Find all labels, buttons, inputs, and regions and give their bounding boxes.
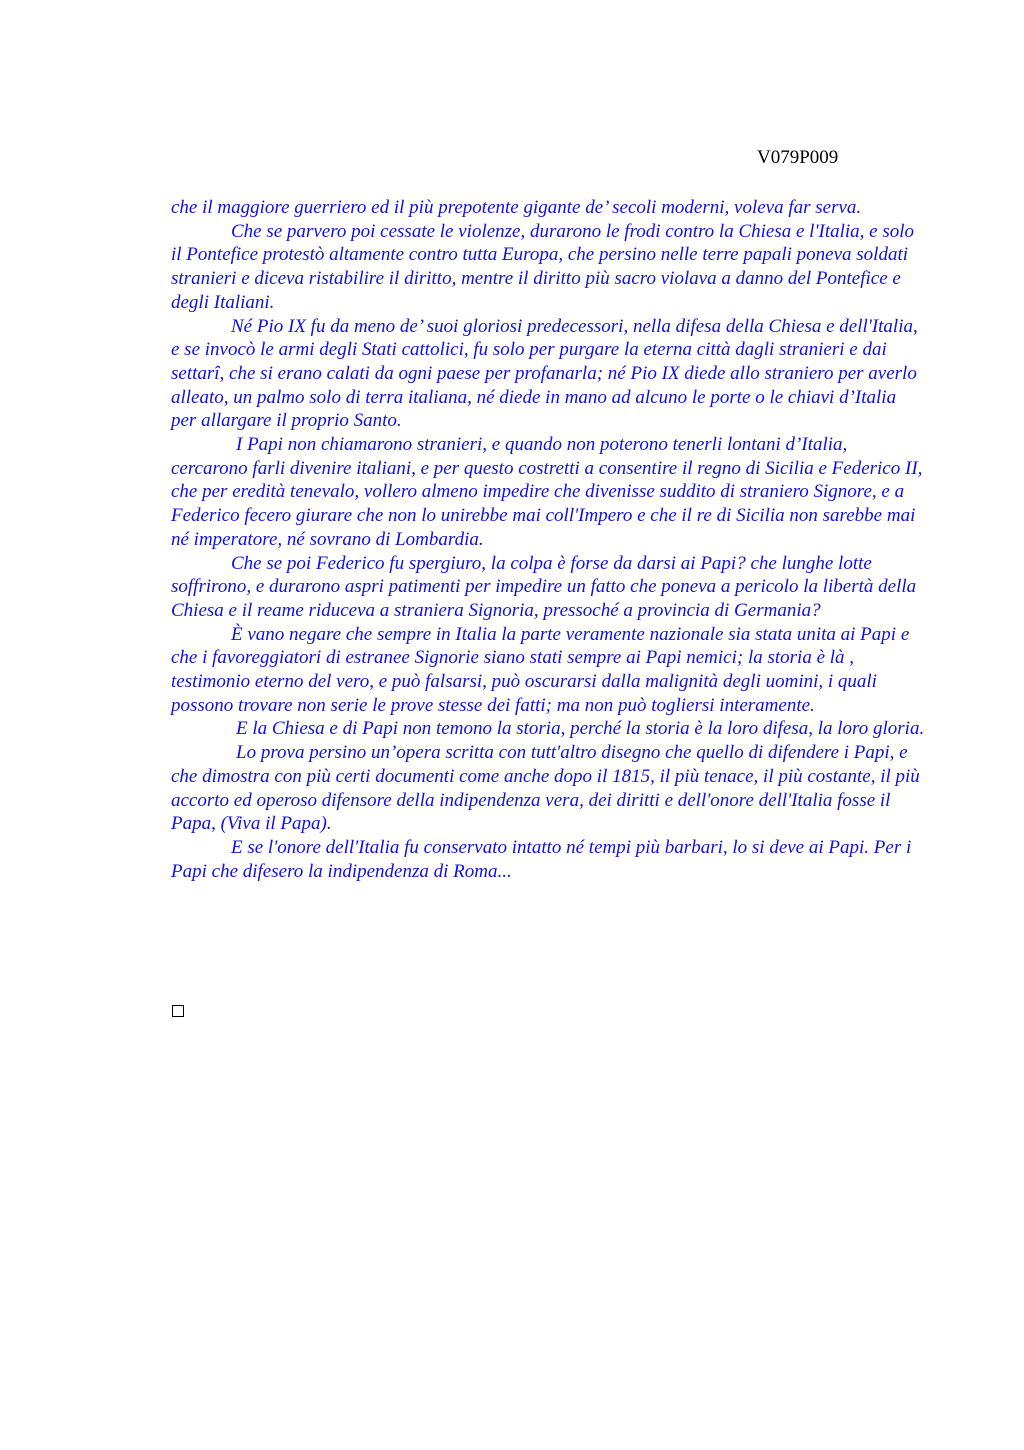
paragraph-4: I Papi non chiamarono stranieri, e quando non poterono tenerli lontani d’Italia, cercarono farli divenire italiani, e per questo costretti a consentire il regno di Sicilia e Federico II, che per eredità tenevalo, vollero almeno impedire che divenisse suddito di straniero Signore, e a Federico fecero giurare che non lo unirebbe mai coll'Impero e che il re di Sicilia non sarebbe mai né imperatore, né sovrano di Lombardia. [171, 434, 923, 550]
paragraph-8: Lo prova persino un’opera scritta con tutt'altro disegno che quello di difendere i Papi, e che dimostra con più certi documenti come anche dopo il 1815, il più tenace, il più costante, il più accorto ed operoso difensore della indipendenza vera, dei diritti e dell'onore dell'Italia fosse il Papa, (Viva il Papa). [171, 742, 920, 835]
page-identifier: V079P009 [757, 147, 839, 168]
paragraph-9: E se l'onore dell'Italia fu conservato intatto né tempi più barbari, lo si deve ai Papi. Per i Papi che difesero la indipendenza di Roma... [171, 836, 912, 882]
paragraph-1: che il maggiore guerriero ed il più prepotente gigante de’ secoli moderni, voleva far serva. [171, 197, 862, 218]
document-body [171, 196, 926, 883]
paragraph-3: Né Pio IX fu da meno de’ suoi gloriosi predecessori, nella difesa della Chiesa e dell'Italia, e se invocò le armi degli Stati cattolici, fu solo per purgare la eterna città dagli stranieri e dai settarî, che si erano calati da ogni paese per profanarla; né Pio IX diede allo straniero per averlo alleato, un palmo solo di terra italiana, né diede in mano ad alcuno le porte o le chiavi d’Italia per allargare il proprio Santo. [171, 315, 918, 432]
paragraph-7: E la Chiesa e di Papi non temono la storia, perché la storia è la loro difesa, la loro gloria. [236, 718, 925, 740]
paragraph-5: Che se poi Federico fu spergiuro, la colpa è forse da darsi ai Papi? che lunghe lotte soffrirono, e durarono aspri patimenti per impedire un fatto che poneva a pericolo la libertà della Chiesa e il reame riduceva a straniera Signoria, pressoché a provincia di Germania? [171, 552, 917, 621]
paragraph-2: Che se parvero poi cessate le violenze, durarono le frodi contro la Chiesa e l'Italia, e solo il Pontefice protestò altamente contro tutta Europa, che persino nelle terre papali poneva soldati stranieri e diceva ristabilire il diritto, mentre il diritto più sacro violava a danno del Pontefice e degli Italiani. [171, 220, 915, 313]
end-marker-box-icon [172, 1005, 184, 1017]
paragraph-6: È vano negare che sempre in Italia la parte veramente nazionale sia stata unita ai Papi e che i favoreggiatori di estranee Signorie siano stati sempre ai Papi nemici; la storia è là , testimonio eterno del vero, e può falsarsi, può oscurarsi dalla malignità degli uomini, i quali possono trovare non serie le prove stesse dei fatti; ma non può togliersi interamente. [171, 623, 910, 716]
